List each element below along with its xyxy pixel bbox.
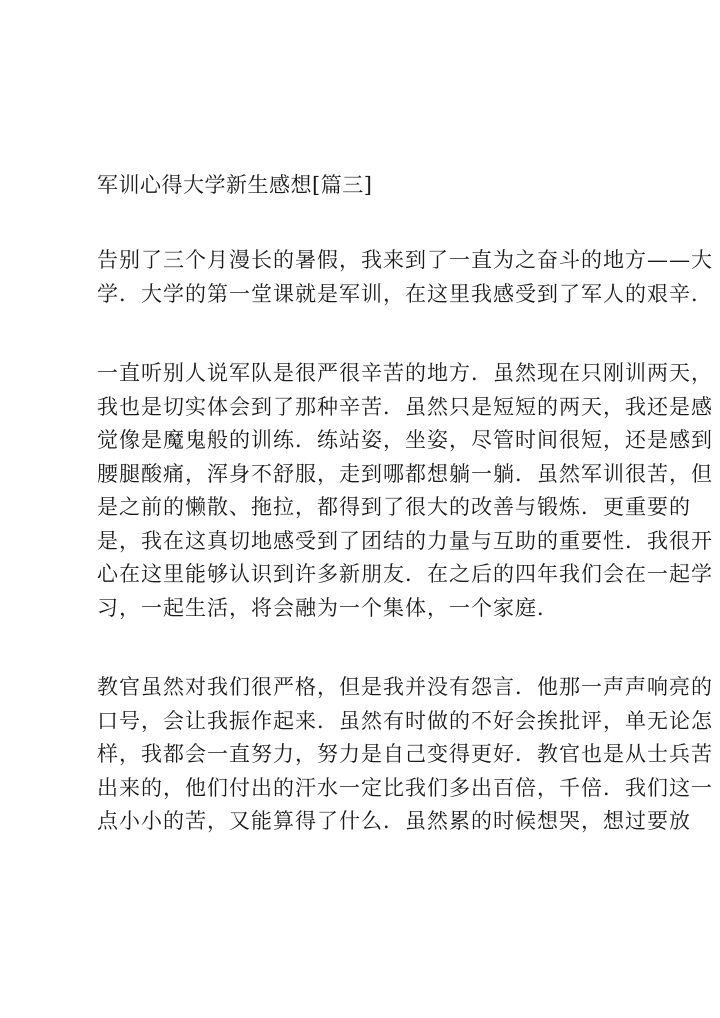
paragraph-line: 觉像是魔鬼般的训练．练站姿，坐姿，尽管时间很短，还是感到	[97, 428, 713, 452]
paragraph-line: 点小小的苦，又能算得了什么．虽然累的时候想哭，想过要放	[97, 809, 691, 833]
paragraph-line: 心在这里能够认识到许多新朋友．在之后的四年我们会在一起学	[97, 562, 713, 586]
paragraph-line: 腰腿酸痛，浑身不舒服，走到哪都想躺一躺．虽然军训很苦，但	[97, 461, 713, 486]
paragraph-line: 口号，会让我振作起来．虽然有时做的不好会挨批评，单无论怎	[97, 708, 713, 733]
paragraph-line: 习，一起生活，将会融为一个集体，一个家庭．	[97, 595, 559, 620]
paragraph-3	[97, 671, 713, 839]
paragraph-line: 样，我都会一直努力，努力是自己变得更好．教官也是从士兵苦	[97, 742, 713, 766]
paragraph-line: 学．大学的第一堂课就是军训，在这里我感受到了军人的艰辛．	[97, 281, 713, 306]
document-title: 军训心得大学新生感想[篇三]	[97, 173, 373, 197]
paragraph-line: 是，我在这真切地感受到了团结的力量与互助的重要性．我很开	[97, 528, 713, 553]
paragraph-line: 告别了三个月漫长的暑假，我来到了一直为之奋斗的地方——大	[97, 248, 713, 272]
document-body	[97, 170, 713, 885]
paragraph-1	[97, 244, 713, 311]
paragraph-line: 教官虽然对我们很严格，但是我并没有怨言．他那一声声响亮的	[97, 675, 713, 699]
paragraph-line: 一直听别人说军队是很严很辛苦的地方．虽然现在只刚训两天，	[97, 361, 713, 385]
paragraph-line: 是之前的懒散、拖拉，都得到了很大的改善与锻炼．更重要的	[97, 495, 691, 519]
paragraph-2	[97, 357, 713, 625]
paragraph-line: 我也是切实体会到了那种辛苦．虽然只是短短的两天，我还是感	[97, 394, 713, 419]
paragraph-line: 出来的，他们付出的汗水一定比我们多出百倍，千倍．我们这一	[97, 775, 713, 800]
